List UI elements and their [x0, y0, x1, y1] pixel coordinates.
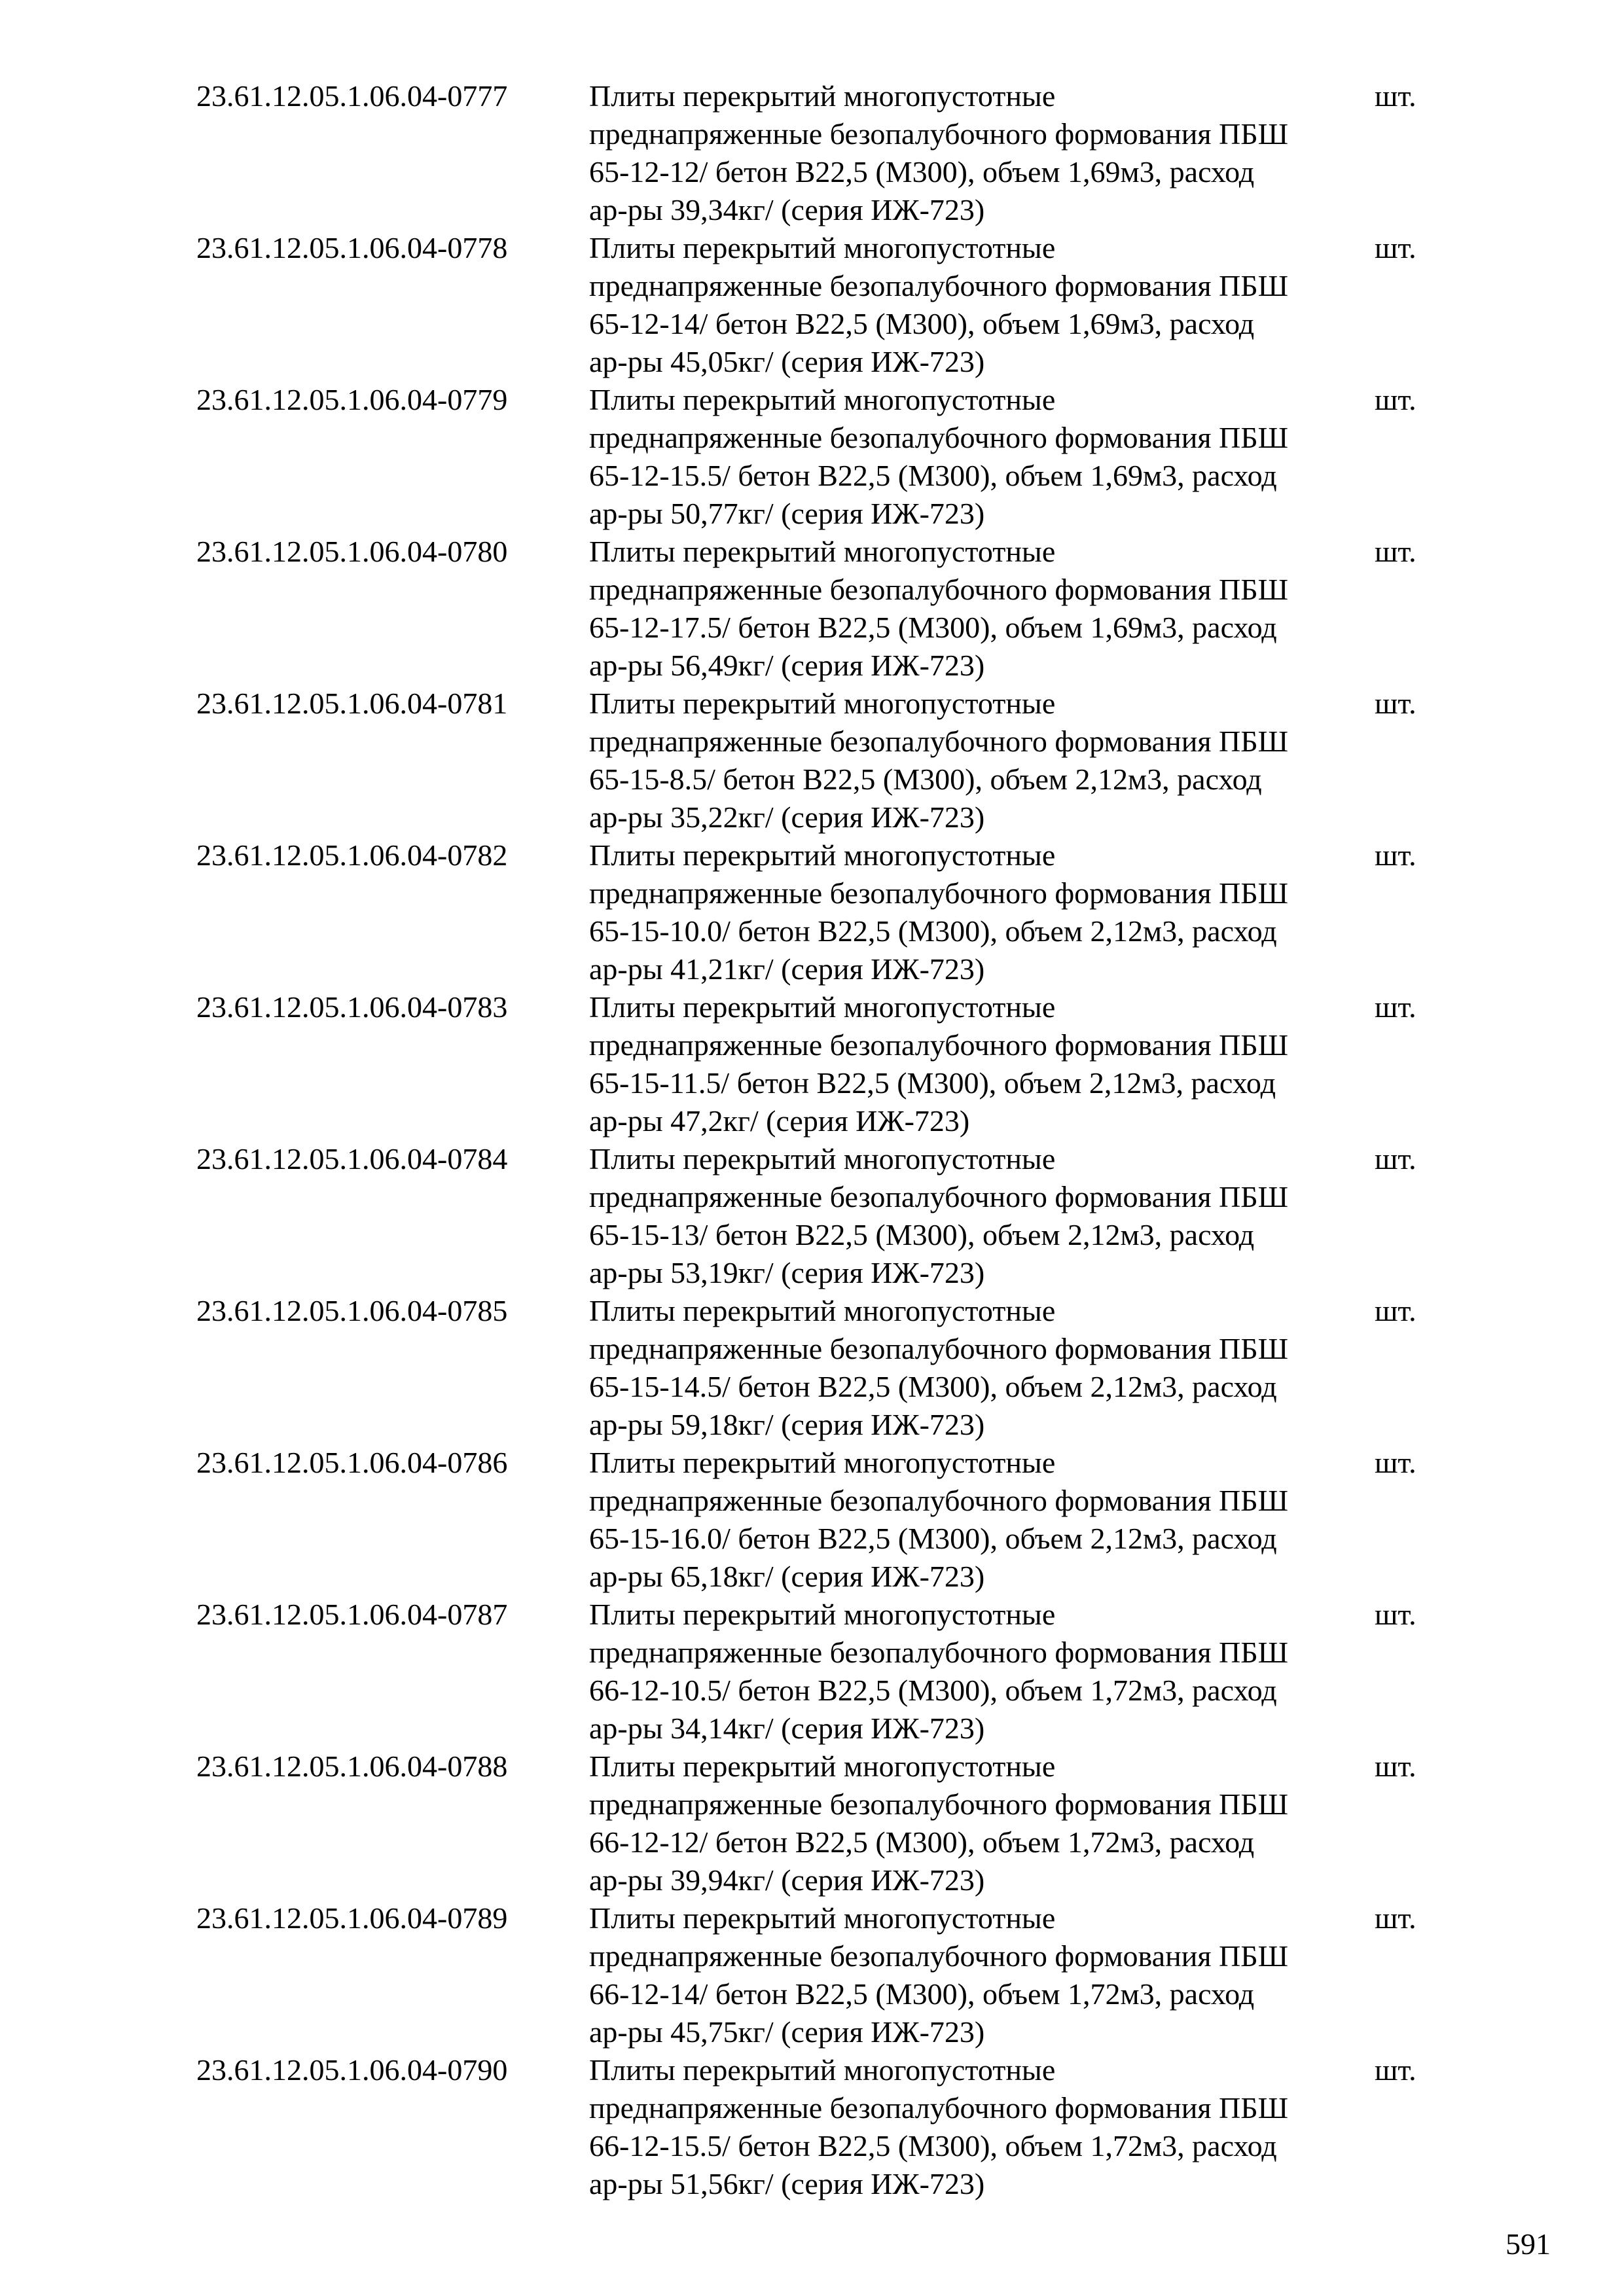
entry-unit: шт.: [1375, 1142, 1416, 1175]
entry-row: [196, 1140, 1440, 1292]
entry-code: 23.61.12.05.1.06.04-0783: [196, 990, 508, 1024]
entry-description-line: преднапряженные безопалубочного формования ПБШ: [589, 1180, 1289, 1213]
entry-description-line: Плиты перекрытий многопустотные: [589, 535, 1056, 568]
entry-description-line: 66-12-10.5/ бетон В22,5 (М300), объем 1,72м3, расход: [589, 1674, 1277, 1707]
entry-description-line: преднапряженные безопалубочного формования ПБШ: [589, 876, 1289, 910]
entry-row: [196, 2051, 1440, 2203]
entry-code: 23.61.12.05.1.06.04-0778: [196, 231, 508, 264]
entry-unit: шт.: [1375, 535, 1416, 568]
entry-description: [589, 2051, 1394, 2203]
entry-unit: шт.: [1375, 231, 1416, 264]
entry-description-line: Плиты перекрытий многопустотные: [589, 990, 1056, 1024]
entry-description-line: преднапряженные безопалубочного формования ПБШ: [589, 573, 1289, 606]
entry-code: 23.61.12.05.1.06.04-0782: [196, 838, 508, 872]
entry-description-line: преднапряженные безопалубочного формования ПБШ: [589, 269, 1289, 302]
entry-unit: шт.: [1375, 1446, 1416, 1479]
entry-description-line: ар-ры 51,56кг/ (серия ИЖ-723): [589, 2167, 985, 2200]
entry-description: [589, 1748, 1394, 1899]
entry-description-line: преднапряженные безопалубочного формования ПБШ: [589, 421, 1289, 454]
entry-row: [196, 1748, 1440, 1899]
entry-description-line: ар-ры 41,21кг/ (серия ИЖ-723): [589, 952, 985, 986]
entry-description-line: ар-ры 35,22кг/ (серия ИЖ-723): [589, 800, 985, 834]
entry-description-line: 65-15-8.5/ бетон В22,5 (М300), объем 2,12м3, расход: [589, 762, 1262, 796]
entry-row: [196, 1596, 1440, 1748]
entry-description-line: ар-ры 56,49кг/ (серия ИЖ-723): [589, 649, 985, 682]
entry-description-line: ар-ры 45,75кг/ (серия ИЖ-723): [589, 2015, 985, 2049]
entry-description-line: Плиты перекрытий многопустотные: [589, 231, 1056, 264]
entry-row: [196, 1444, 1440, 1596]
entry-description: [589, 77, 1394, 229]
entry-description-line: ар-ры 34,14кг/ (серия ИЖ-723): [589, 1712, 985, 1745]
entry-description: [589, 1444, 1394, 1596]
entry-description-line: преднапряженные безопалубочного формования ПБШ: [589, 1028, 1289, 1062]
entry-row: [196, 1292, 1440, 1444]
entry-description-line: преднапряженные безопалубочного формования ПБШ: [589, 1787, 1289, 1821]
entry-description-line: ар-ры 53,19кг/ (серия ИЖ-723): [589, 1256, 985, 1289]
entry-description-line: Плиты перекрытий многопустотные: [589, 838, 1056, 872]
entry-unit: шт.: [1375, 838, 1416, 872]
entry-description-line: Плиты перекрытий многопустотные: [589, 687, 1056, 720]
entry-description-line: Плиты перекрытий многопустотные: [589, 1142, 1056, 1175]
entry-description-line: преднапряженные безопалубочного формования ПБШ: [589, 725, 1289, 758]
entry-row: [196, 533, 1440, 685]
entry-description-line: 65-12-15.5/ бетон В22,5 (М300), объем 1,69м3, расход: [589, 459, 1277, 492]
entry-description-line: преднапряженные безопалубочного формования ПБШ: [589, 1484, 1289, 1517]
entry-description: [589, 1899, 1394, 2051]
entry-row: [196, 836, 1440, 988]
entry-description-line: ар-ры 45,05кг/ (серия ИЖ-723): [589, 345, 985, 378]
entry-description-line: ар-ры 59,18кг/ (серия ИЖ-723): [589, 1408, 985, 1441]
entry-code: 23.61.12.05.1.06.04-0781: [196, 687, 508, 720]
entry-code: 23.61.12.05.1.06.04-0789: [196, 1901, 508, 1935]
entry-code: 23.61.12.05.1.06.04-0784: [196, 1142, 508, 1175]
entry-description: [589, 1292, 1394, 1444]
entry-description-line: преднапряженные безопалубочного формования ПБШ: [589, 1636, 1289, 1669]
entry-unit: шт.: [1375, 1749, 1416, 1783]
entry-description-line: 66-12-14/ бетон В22,5 (М300), объем 1,72м3, расход: [589, 1977, 1255, 2011]
entry-unit: шт.: [1375, 687, 1416, 720]
entry-description-line: 66-12-12/ бетон В22,5 (М300), объем 1,72м3, расход: [589, 1825, 1255, 1859]
entry-description-line: преднапряженные безопалубочного формования ПБШ: [589, 1939, 1289, 1973]
entry-unit: шт.: [1375, 990, 1416, 1024]
entry-description-line: 65-15-10.0/ бетон В22,5 (М300), объем 2,12м3, расход: [589, 914, 1277, 948]
entry-unit: шт.: [1375, 79, 1416, 113]
entry-row: [196, 381, 1440, 533]
entry-code: 23.61.12.05.1.06.04-0786: [196, 1446, 508, 1479]
entry-description-line: ар-ры 39,94кг/ (серия ИЖ-723): [589, 1863, 985, 1897]
entry-unit: шт.: [1375, 383, 1416, 416]
entry-description-line: Плиты перекрытий многопустотные: [589, 1446, 1056, 1479]
entry-row: [196, 1899, 1440, 2051]
entry-code: 23.61.12.05.1.06.04-0779: [196, 383, 508, 416]
entry-description-line: 65-12-12/ бетон В22,5 (М300), объем 1,69м3, расход: [589, 155, 1255, 188]
entry-description: [589, 381, 1394, 533]
entry-description-line: Плиты перекрытий многопустотные: [589, 1749, 1056, 1783]
page-number: 591: [1506, 2227, 1551, 2261]
entry-description: [589, 685, 1394, 836]
entry-description-line: преднапряженные безопалубочного формования ПБШ: [589, 117, 1289, 151]
entry-code: 23.61.12.05.1.06.04-0777: [196, 79, 508, 113]
entry-description-line: ар-ры 39,34кг/ (серия ИЖ-723): [589, 193, 985, 226]
entry-code: 23.61.12.05.1.06.04-0788: [196, 1749, 508, 1783]
entry-row: [196, 685, 1440, 836]
entry-description-line: Плиты перекрытий многопустотные: [589, 1598, 1056, 1631]
entry-unit: шт.: [1375, 1901, 1416, 1935]
entry-description-line: 65-15-14.5/ бетон В22,5 (М300), объем 2,12м3, расход: [589, 1370, 1277, 1403]
entry-description-line: 65-15-11.5/ бетон В22,5 (М300), объем 2,12м3, расход: [589, 1066, 1276, 1100]
entry-unit: шт.: [1375, 1598, 1416, 1631]
entry-code: 23.61.12.05.1.06.04-0780: [196, 535, 508, 568]
entry-description: [589, 1140, 1394, 1292]
entry-unit: шт.: [1375, 1294, 1416, 1327]
entry-description-line: Плиты перекрытий многопустотные: [589, 1901, 1056, 1935]
entry-description-line: Плиты перекрытий многопустотные: [589, 79, 1056, 113]
entry-description-line: 65-12-17.5/ бетон В22,5 (М300), объем 1,69м3, расход: [589, 611, 1277, 644]
entry-description-line: преднапряженные безопалубочного формования ПБШ: [589, 1332, 1289, 1365]
entry-unit: шт.: [1375, 2053, 1416, 2087]
entry-description: [589, 229, 1394, 381]
entry-description: [589, 836, 1394, 988]
entry-description-line: 65-12-14/ бетон В22,5 (М300), объем 1,69м3, расход: [589, 307, 1255, 340]
entry-description-line: 66-12-15.5/ бетон В22,5 (М300), объем 1,72м3, расход: [589, 2129, 1277, 2162]
entry-code: 23.61.12.05.1.06.04-0790: [196, 2053, 508, 2087]
entry-description-line: ар-ры 65,18кг/ (серия ИЖ-723): [589, 1560, 985, 1593]
entry-description-line: ар-ры 47,2кг/ (серия ИЖ-723): [589, 1104, 970, 1138]
entry-description: [589, 1596, 1394, 1748]
entry-description: [589, 988, 1394, 1140]
entry-description-line: 65-15-13/ бетон В22,5 (М300), объем 2,12м3, расход: [589, 1218, 1255, 1251]
entry-description-line: преднапряженные безопалубочного формования ПБШ: [589, 2091, 1289, 2125]
entry-row: [196, 229, 1440, 381]
entry-code: 23.61.12.05.1.06.04-0785: [196, 1294, 508, 1327]
entry-description-line: 65-15-16.0/ бетон В22,5 (М300), объем 2,12м3, расход: [589, 1522, 1277, 1555]
entry-description-line: Плиты перекрытий многопустотные: [589, 1294, 1056, 1327]
entry-description-line: Плиты перекрытий многопустотные: [589, 383, 1056, 416]
entry-row: [196, 77, 1440, 229]
entry-description: [589, 533, 1394, 685]
entry-description-line: Плиты перекрытий многопустотные: [589, 2053, 1056, 2087]
entry-code: 23.61.12.05.1.06.04-0787: [196, 1598, 508, 1631]
entry-description-line: ар-ры 50,77кг/ (серия ИЖ-723): [589, 497, 985, 530]
entry-row: [196, 988, 1440, 1140]
price-list-entries: [196, 77, 1440, 2203]
